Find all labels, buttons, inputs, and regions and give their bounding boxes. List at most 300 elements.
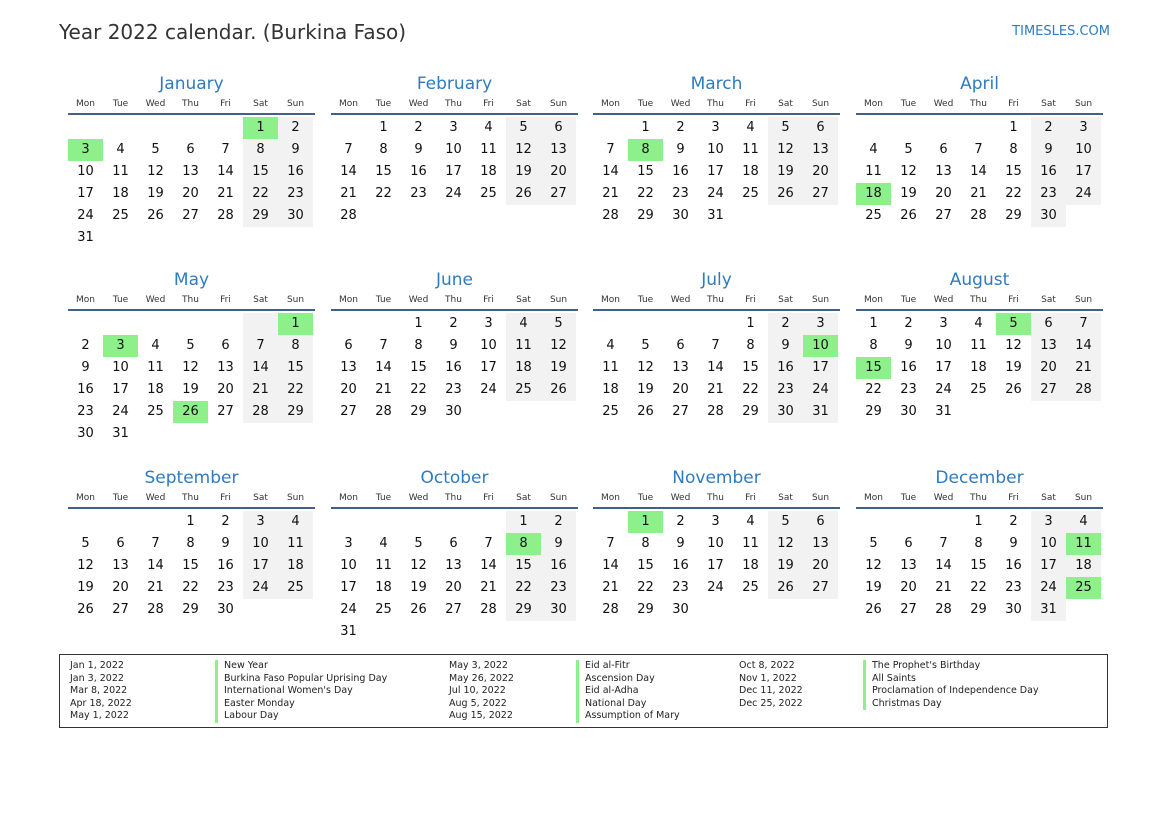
- weekday-label: Fri: [483, 493, 494, 503]
- weekday-header: [331, 293, 578, 311]
- day-cell: 3: [803, 313, 838, 335]
- day-cell: 2: [1031, 117, 1066, 139]
- weekday-label: Wed: [670, 295, 691, 305]
- day-cell: 16: [768, 357, 803, 379]
- week-row: [68, 139, 315, 161]
- week-row: [331, 599, 578, 621]
- day-cell: 13: [1031, 335, 1066, 357]
- day-cell: 22: [506, 577, 541, 599]
- day-cell: 6: [1031, 313, 1066, 335]
- weekday-label: Thu: [707, 99, 724, 109]
- empty-cell: [698, 599, 733, 621]
- day-cell: 15: [278, 357, 313, 379]
- empty-cell: [173, 313, 208, 335]
- day-cell: 30: [77, 426, 94, 441]
- day-cell: 12: [410, 558, 427, 573]
- empty-cell: [506, 401, 541, 423]
- day-cell: 3: [344, 536, 353, 551]
- day-cell: 18: [375, 580, 392, 595]
- day-cell: 4: [379, 536, 388, 551]
- week-row: [593, 183, 840, 205]
- month-july: [593, 269, 840, 423]
- day-cell: 10: [77, 164, 94, 179]
- week-row: [68, 555, 315, 577]
- holiday-date: Mar 8, 2022: [70, 685, 128, 697]
- empty-cell: [471, 621, 506, 643]
- weekday-label: Thu: [182, 295, 199, 305]
- day-cell: 4: [974, 316, 983, 331]
- day-cell: 19: [541, 357, 576, 379]
- weekday-label: Sun: [1074, 493, 1093, 503]
- day-cell: 27: [900, 602, 917, 617]
- empty-cell: [628, 313, 663, 335]
- empty-cell: [471, 205, 506, 227]
- week-row: [856, 357, 1103, 379]
- day-cell: 4: [746, 514, 755, 529]
- week-row: [856, 335, 1103, 357]
- day-cell: 14: [147, 558, 164, 573]
- weekday-label: Sun: [549, 295, 568, 305]
- holiday-name: Labour Day: [215, 710, 445, 723]
- weekday-header: [856, 97, 1103, 115]
- day-cell: 3: [939, 316, 948, 331]
- day-cell: 1: [641, 120, 650, 135]
- week-row: [331, 555, 578, 577]
- day-cell: 8: [379, 142, 388, 157]
- empty-cell: [541, 205, 576, 227]
- day-cell: 18: [147, 382, 164, 397]
- weekday-header: [68, 97, 315, 115]
- day-cell: 30: [1031, 205, 1066, 227]
- day-cell: 26: [900, 208, 917, 223]
- day-cell: 31: [1031, 599, 1066, 621]
- empty-cell: [208, 227, 243, 249]
- day-cell: 29: [865, 404, 882, 419]
- week-row: [331, 117, 578, 139]
- month-title: February: [416, 74, 493, 94]
- day-cell: 17: [803, 357, 838, 379]
- empty-cell: [436, 621, 471, 643]
- weekday-label: Sun: [811, 493, 830, 503]
- day-cell: 9: [221, 536, 230, 551]
- week-row: [856, 205, 1103, 227]
- day-cell: 30: [672, 208, 689, 223]
- day-cell: 9: [676, 142, 685, 157]
- day-cell: 31: [707, 208, 724, 223]
- weekday-header: [856, 491, 1103, 509]
- day-cell: 25: [865, 208, 882, 223]
- day-cell: 4: [606, 338, 615, 353]
- day-cell: 19: [182, 382, 199, 397]
- day-cell: 6: [676, 338, 685, 353]
- day-cell: 18: [112, 186, 129, 201]
- day-cell: 2: [541, 511, 576, 533]
- day-cell: 6: [186, 142, 195, 157]
- day-cell: 22: [243, 183, 278, 205]
- day-cell: 3: [1031, 511, 1066, 533]
- week-row: [331, 313, 578, 335]
- holiday-date: May 26, 2022: [449, 672, 514, 684]
- day-cell: 20: [112, 580, 129, 595]
- day-cell: 25: [112, 208, 129, 223]
- week-row: [331, 379, 578, 401]
- holiday-names: [576, 660, 726, 723]
- day-cell: 20: [935, 186, 952, 201]
- day-cell: 7: [243, 335, 278, 357]
- day-cell: 25: [742, 580, 759, 595]
- weekday-label: Mon: [339, 295, 358, 305]
- holiday-day-cell: 1: [278, 313, 313, 335]
- day-cell: 3: [711, 120, 720, 135]
- holiday-name: Easter Monday: [215, 698, 445, 711]
- empty-cell: [436, 511, 471, 533]
- day-cell: 21: [707, 382, 724, 397]
- weekday-label: Thu: [445, 493, 462, 503]
- day-cell: 29: [243, 205, 278, 227]
- empty-cell: [278, 227, 313, 249]
- day-cell: 31: [803, 401, 838, 423]
- day-cell: 13: [935, 164, 952, 179]
- day-cell: 12: [900, 164, 917, 179]
- day-cell: 4: [151, 338, 160, 353]
- day-cell: 29: [970, 602, 987, 617]
- week-row: [856, 533, 1103, 555]
- empty-cell: [803, 599, 838, 621]
- holiday-date: Jan 1, 2022: [70, 660, 124, 671]
- day-cell: 20: [672, 382, 689, 397]
- empty-cell: [401, 205, 436, 227]
- weekday-label: Tue: [112, 493, 129, 503]
- weekday-label: Wed: [933, 295, 954, 305]
- day-cell: 9: [904, 338, 913, 353]
- day-cell: 4: [869, 142, 878, 157]
- empty-cell: [926, 511, 961, 533]
- day-cell: 24: [340, 602, 357, 617]
- empty-cell: [401, 621, 436, 643]
- holiday-date: Dec 11, 2022: [739, 685, 803, 697]
- holiday-date: May 1, 2022: [70, 710, 129, 722]
- week-row: [331, 335, 578, 357]
- weekday-label: Mon: [864, 295, 883, 305]
- month-title: August: [949, 270, 1010, 290]
- day-cell: 28: [602, 602, 619, 617]
- weekday-label: Wed: [408, 493, 429, 503]
- day-cell: 9: [414, 142, 423, 157]
- holiday-date: Jan 3, 2022: [70, 672, 124, 684]
- day-cell: 14: [217, 164, 234, 179]
- day-cell: 24: [1031, 577, 1066, 599]
- weekday-label: Sun: [811, 295, 830, 305]
- day-cell: 25: [602, 404, 619, 419]
- day-cell: 25: [970, 382, 987, 397]
- holiday-day-cell: 5: [996, 313, 1031, 335]
- weekday-label: Sun: [549, 493, 568, 503]
- month-weeks: [593, 117, 840, 227]
- empty-cell: [366, 205, 401, 227]
- day-cell: 11: [742, 536, 759, 551]
- day-cell: 16: [217, 558, 234, 573]
- day-cell: 30: [768, 401, 803, 423]
- day-cell: 20: [900, 580, 917, 595]
- day-cell: 29: [278, 401, 313, 423]
- weekday-label: Mon: [339, 493, 358, 503]
- empty-cell: [243, 599, 278, 621]
- holiday-day-cell: 1: [243, 117, 278, 139]
- day-cell: 13: [541, 139, 576, 161]
- day-cell: 17: [112, 382, 129, 397]
- weekday-header: [331, 491, 578, 509]
- week-row: [331, 139, 578, 161]
- empty-cell: [1031, 401, 1066, 423]
- day-cell: 29: [410, 404, 427, 419]
- day-cell: 11: [147, 360, 164, 375]
- weekday-label: Mon: [601, 493, 620, 503]
- day-cell: 1: [746, 316, 755, 331]
- weekday-label: Sat: [516, 99, 531, 109]
- day-cell: 11: [970, 338, 987, 353]
- day-cell: 31: [112, 426, 129, 441]
- holiday-dates: [70, 660, 210, 723]
- day-cell: 9: [768, 335, 803, 357]
- holiday-name: Burkina Faso Popular Uprising Day: [215, 673, 445, 686]
- day-cell: 27: [672, 404, 689, 419]
- day-cell: 6: [344, 338, 353, 353]
- week-row: [593, 205, 840, 227]
- day-cell: 13: [900, 558, 917, 573]
- day-cell: 24: [243, 577, 278, 599]
- empty-cell: [996, 401, 1031, 423]
- weekday-label: Mon: [76, 295, 95, 305]
- week-row: [593, 555, 840, 577]
- day-cell: 14: [602, 558, 619, 573]
- day-cell: 11: [742, 142, 759, 157]
- day-cell: 11: [506, 335, 541, 357]
- empty-cell: [173, 117, 208, 139]
- week-row: [331, 577, 578, 599]
- day-cell: 7: [711, 338, 720, 353]
- day-cell: 20: [340, 382, 357, 397]
- holiday-name: All Saints: [863, 673, 1093, 686]
- day-cell: 6: [221, 338, 230, 353]
- weekday-label: Tue: [637, 493, 654, 503]
- day-cell: 5: [869, 536, 878, 551]
- day-cell: 16: [278, 161, 313, 183]
- day-cell: 24: [1066, 183, 1101, 205]
- empty-cell: [891, 511, 926, 533]
- day-cell: 16: [1005, 558, 1022, 573]
- day-cell: 29: [182, 602, 199, 617]
- day-cell: 12: [541, 335, 576, 357]
- holiday-day-cell: 26: [173, 401, 208, 423]
- month-weeks: [856, 313, 1103, 423]
- day-cell: 13: [217, 360, 234, 375]
- empty-cell: [331, 117, 366, 139]
- day-cell: 7: [939, 536, 948, 551]
- month-december: [856, 467, 1103, 621]
- day-cell: 2: [768, 313, 803, 335]
- day-cell: 2: [904, 316, 913, 331]
- day-cell: 23: [410, 186, 427, 201]
- day-cell: 21: [970, 186, 987, 201]
- holiday-date: Aug 15, 2022: [449, 710, 513, 722]
- day-cell: 15: [410, 360, 427, 375]
- day-cell: 19: [637, 382, 654, 397]
- day-cell: 25: [375, 602, 392, 617]
- day-cell: 10: [480, 338, 497, 353]
- day-cell: 5: [768, 511, 803, 533]
- weekday-label: Mon: [601, 295, 620, 305]
- month-weeks: [68, 117, 315, 249]
- day-cell: 10: [1031, 533, 1066, 555]
- weekday-label: Tue: [900, 493, 917, 503]
- empty-cell: [208, 313, 243, 335]
- empty-cell: [593, 117, 628, 139]
- day-cell: 12: [865, 558, 882, 573]
- week-row: [68, 533, 315, 555]
- empty-cell: [1066, 401, 1101, 423]
- weekday-label: Thu: [182, 99, 199, 109]
- weekday-label: Fri: [745, 493, 756, 503]
- week-row: [68, 379, 315, 401]
- day-cell: 6: [803, 117, 838, 139]
- weekday-label: Sun: [1074, 295, 1093, 305]
- day-cell: 11: [602, 360, 619, 375]
- empty-cell: [436, 205, 471, 227]
- weekday-label: Thu: [970, 295, 987, 305]
- day-cell: 19: [865, 580, 882, 595]
- day-cell: 21: [243, 379, 278, 401]
- week-row: [68, 313, 315, 335]
- weekday-label: Thu: [445, 99, 462, 109]
- week-row: [593, 599, 840, 621]
- day-cell: 31: [340, 624, 357, 639]
- day-cell: 19: [506, 161, 541, 183]
- week-row: [68, 183, 315, 205]
- holiday-day-cell: 10: [803, 335, 838, 357]
- day-cell: 2: [449, 316, 458, 331]
- month-february: [331, 73, 578, 227]
- month-title: October: [420, 468, 489, 488]
- week-row: [593, 313, 840, 335]
- day-cell: 26: [410, 602, 427, 617]
- day-cell: 27: [803, 577, 838, 599]
- weekday-label: Tue: [637, 295, 654, 305]
- brand-link[interactable]: TIMESLES.COM: [1012, 24, 1110, 39]
- empty-cell: [471, 401, 506, 423]
- empty-cell: [331, 313, 366, 335]
- weekday-label: Fri: [220, 99, 231, 109]
- day-cell: 13: [182, 164, 199, 179]
- day-cell: 18: [602, 382, 619, 397]
- holiday-day-cell: 8: [506, 533, 541, 555]
- weekday-label: Sat: [1041, 493, 1056, 503]
- day-cell: 30: [1005, 602, 1022, 617]
- empty-cell: [173, 227, 208, 249]
- day-cell: 27: [217, 404, 234, 419]
- holiday-day-cell: 11: [1066, 533, 1101, 555]
- day-cell: 6: [803, 511, 838, 533]
- day-cell: 2: [221, 514, 230, 529]
- week-row: [68, 423, 315, 445]
- month-weeks: [856, 117, 1103, 227]
- week-row: [331, 161, 578, 183]
- day-cell: 25: [742, 186, 759, 201]
- day-cell: 23: [672, 186, 689, 201]
- day-cell: 28: [243, 401, 278, 423]
- week-row: [856, 183, 1103, 205]
- weekday-label: Sun: [1074, 99, 1093, 109]
- day-cell: 22: [970, 580, 987, 595]
- weekday-header: [68, 293, 315, 311]
- weekday-header: [593, 293, 840, 311]
- week-row: [593, 577, 840, 599]
- empty-cell: [803, 205, 838, 227]
- empty-cell: [856, 117, 891, 139]
- day-cell: 14: [243, 357, 278, 379]
- week-row: [856, 161, 1103, 183]
- weekday-label: Thu: [707, 295, 724, 305]
- weekday-header: [856, 293, 1103, 311]
- day-cell: 17: [480, 360, 497, 375]
- day-cell: 16: [541, 555, 576, 577]
- day-cell: 31: [935, 404, 952, 419]
- weekday-label: Fri: [1008, 295, 1019, 305]
- day-cell: 17: [1066, 161, 1101, 183]
- week-row: [331, 205, 578, 227]
- day-cell: 18: [742, 558, 759, 573]
- day-cell: 4: [278, 511, 313, 533]
- holiday-date: Oct 8, 2022: [739, 660, 795, 671]
- day-cell: 24: [112, 404, 129, 419]
- empty-cell: [926, 117, 961, 139]
- day-cell: 25: [147, 404, 164, 419]
- weekday-label: Sat: [253, 99, 268, 109]
- day-cell: 8: [974, 536, 983, 551]
- weekday-label: Wed: [145, 295, 166, 305]
- empty-cell: [471, 511, 506, 533]
- weekday-label: Tue: [637, 99, 654, 109]
- holiday-day-cell: 1: [628, 511, 663, 533]
- weekday-label: Wed: [408, 99, 429, 109]
- day-cell: 21: [1066, 357, 1101, 379]
- day-cell: 22: [1005, 186, 1022, 201]
- month-august: [856, 269, 1103, 423]
- empty-cell: [1066, 599, 1101, 621]
- day-cell: 15: [637, 558, 654, 573]
- day-cell: 23: [77, 404, 94, 419]
- weekday-label: Tue: [375, 295, 392, 305]
- week-row: [856, 577, 1103, 599]
- holiday-day-cell: 15: [856, 357, 891, 379]
- week-row: [856, 511, 1103, 533]
- day-cell: 23: [672, 580, 689, 595]
- week-row: [593, 161, 840, 183]
- day-cell: 14: [340, 164, 357, 179]
- weekday-label: Mon: [864, 493, 883, 503]
- day-cell: 1: [869, 316, 878, 331]
- day-cell: 5: [186, 338, 195, 353]
- holiday-legend: [59, 654, 1108, 728]
- day-cell: 5: [641, 338, 650, 353]
- week-row: [68, 401, 315, 423]
- weekday-label: Sat: [778, 99, 793, 109]
- day-cell: 11: [112, 164, 129, 179]
- day-cell: 17: [1031, 555, 1066, 577]
- day-cell: 12: [1005, 338, 1022, 353]
- day-cell: 14: [602, 164, 619, 179]
- day-cell: 5: [506, 117, 541, 139]
- day-cell: 14: [935, 558, 952, 573]
